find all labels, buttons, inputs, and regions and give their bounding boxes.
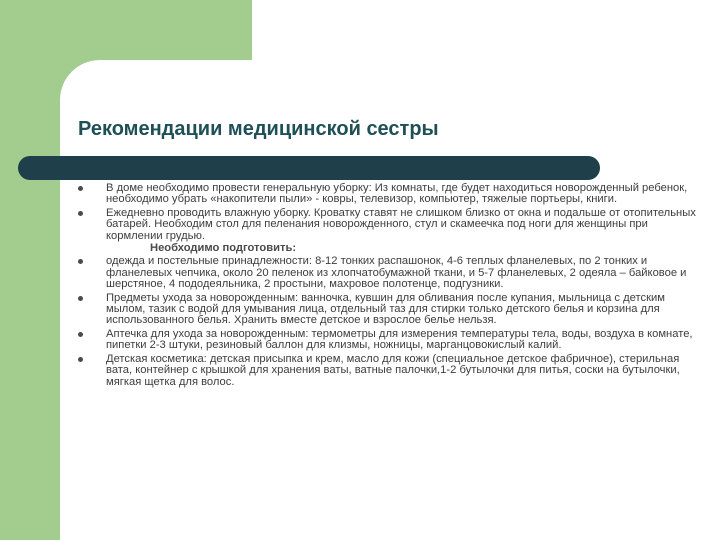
- bullet-icon: [78, 296, 83, 301]
- bullet-icon: [78, 211, 83, 216]
- list-item-text: Предметы ухода за новорожденным: ванночка, кувшин для обливания после купания, мыльница с детским мылом, тазик с водой для умывания лица, отдельный таз для стирки только детского белья и корзина для использованного белья. Хранить вместе детское и взрослое белье нельзя.: [106, 291, 665, 327]
- bullet-icon: [78, 357, 83, 362]
- list-item-text: одежда и постельные принадлежности: 8-12 тонких распашонок, 4-6 теплых фланелевых, по 2 тонких и фланелевых чепчика, около 20 пеленок из хлопчатобумажной ткани, и 5-7 фланелевых, 2 одеяла – байковое и шерстяное, 4 пододеяльника, 2 простыни, махровое полотенце, подгузники.: [106, 255, 687, 291]
- list-subheading: Необходимо подготовить:: [150, 242, 297, 255]
- list-item: [78, 293, 698, 327]
- bullet-icon: [78, 332, 83, 337]
- list-item: [78, 354, 698, 388]
- list-item: [78, 183, 698, 206]
- bullet-list: [78, 183, 698, 388]
- list-item-text: Ежедневно проводить влажную уборку. Кроватку ставят не слишком близко от окна и подальше от отопительных батарей. Необходим стол для пеленания новорожденного, стул и скамеечка под ноги для женщины при кормлении грудью.: [106, 206, 696, 242]
- title-underline-bar: [18, 156, 600, 180]
- list-item-text: Аптечка для ухода за новорожденным: термометры для измерения температуры тела, воды, воздуха в комнате, пипетки 2-3 штуки, резиновый баллон для клизмы, ножницы, марганцовокислый калий.: [106, 327, 693, 352]
- list-item: [78, 329, 698, 352]
- slide-title: Рекомендации медицинской сестры: [78, 118, 439, 140]
- list-item-text: Детская косметика: детская присыпка и крем, масло для кожи (специальное детское фабричное), стерильная вата, контейнер с крышкой для хранения ваты, ватные палочки,1-2 бутылочки для питья, соски на бутылочки, мягкая щетка для волос.: [106, 352, 680, 388]
- decor-green-strip: [0, 0, 60, 540]
- list-item: [78, 256, 698, 290]
- list-item: [78, 208, 698, 255]
- list-item-text: В доме необходимо провести генеральную уборку: Из комнаты, где будет находиться новорожденный ребенок, необходимо убрать «накопители пыли» - ковры, телевизор, компьютер, тяжелые портьеры, книги.: [106, 182, 688, 206]
- bullet-icon: [78, 259, 83, 264]
- bullet-icon: [78, 186, 83, 191]
